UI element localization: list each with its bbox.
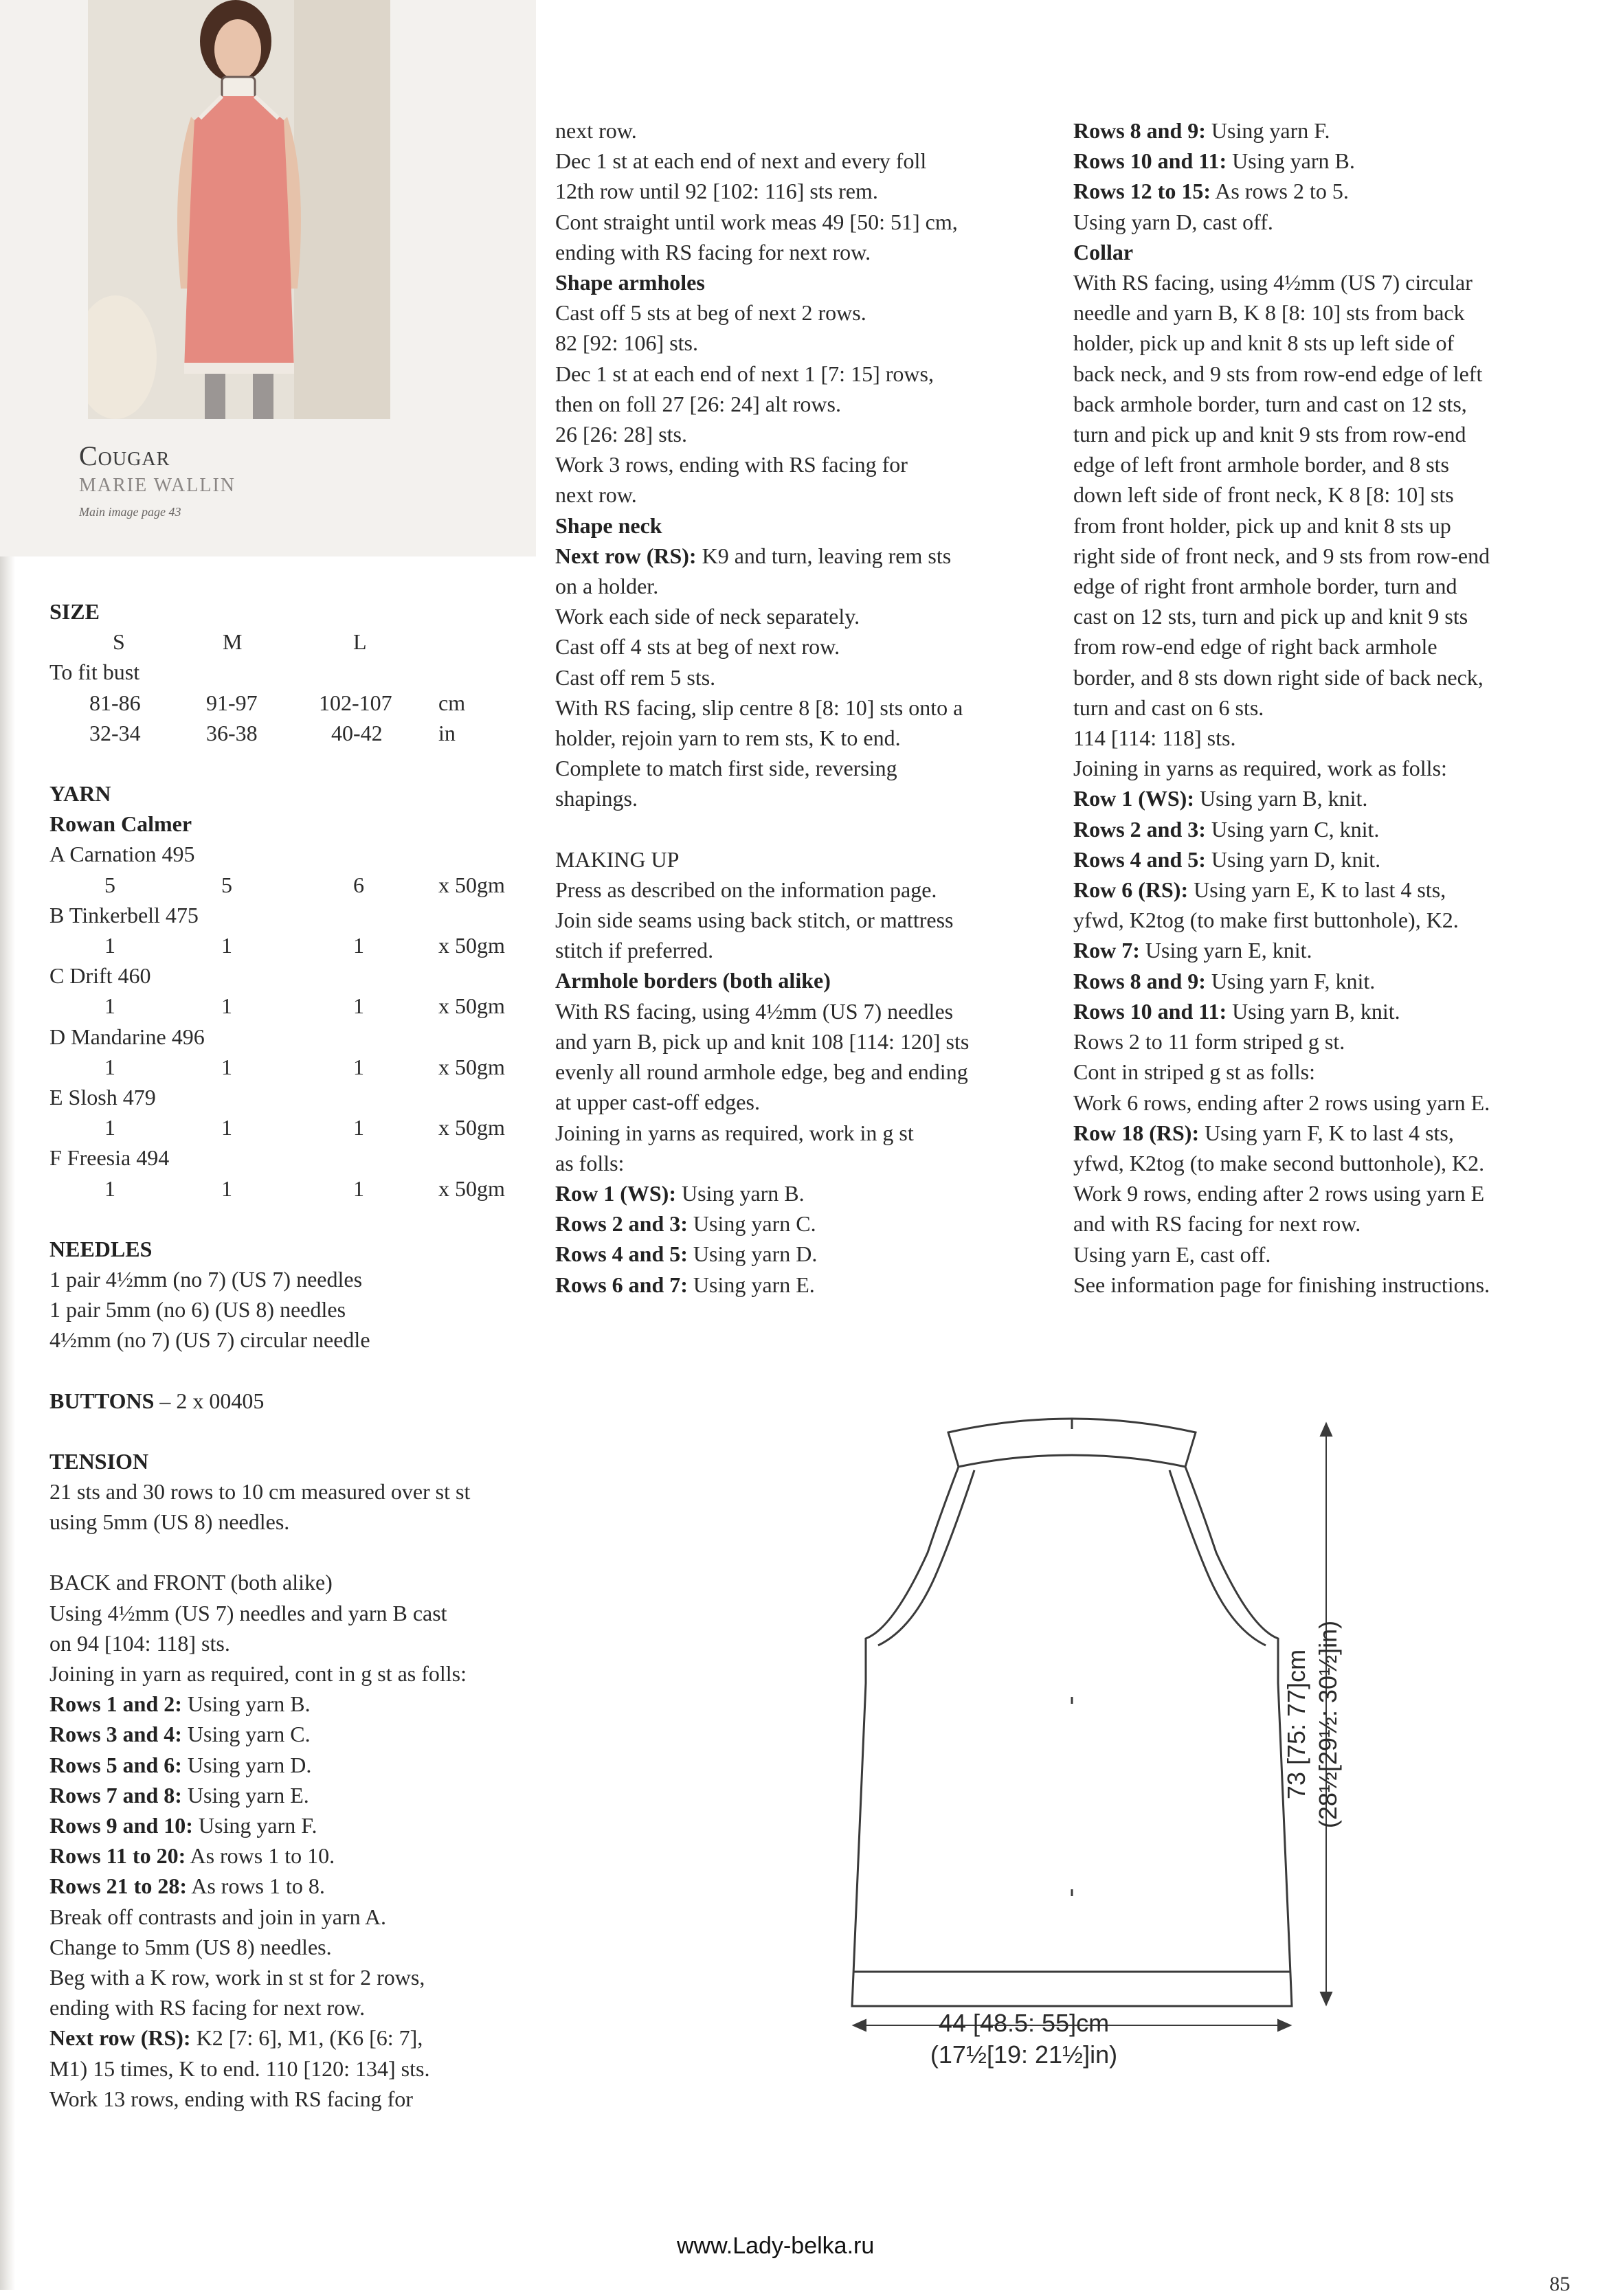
- instruction-line: With RS facing, slip centre 8 [8: 10] sts onto a: [555, 695, 963, 720]
- instruction-line: Rows 21 to 28: As rows 1 to 8.: [49, 1873, 325, 1899]
- instruction-line: Cont straight until work meas 49 [50: 51] cm,: [555, 209, 958, 234]
- yarn-quantity-row: 1 1 1 x 50gm: [104, 993, 505, 1019]
- instruction-line: Rows 2 to 11 form striped g st.: [1073, 1029, 1345, 1055]
- instruction-line: holder, pick up and knit 8 sts up left side of: [1073, 330, 1455, 356]
- needle-line: 1 pair 5mm (no 6) (US 8) needles: [49, 1297, 346, 1323]
- instruction-line: Rows 12 to 15: As rows 2 to 5.: [1073, 179, 1349, 204]
- instruction-line: Rows 9 and 10: Using yarn F.: [49, 1812, 317, 1838]
- instruction-line: at upper cast-off edges.: [555, 1090, 760, 1115]
- size-row-cm: 81-86 91-97 102-107 cm: [89, 690, 466, 715]
- yarn-colour-name: F Freesia 494: [49, 1145, 170, 1171]
- buttons-line: BUTTONS – 2 x 00405: [49, 1388, 265, 1413]
- size-row-in: 32-34 36-38 40-42 in: [89, 720, 456, 745]
- instruction-line: Work 9 rows, ending after 2 rows using yarn E: [1073, 1181, 1485, 1206]
- right-column: [1073, 115, 1490, 1300]
- instruction-line: Row 6 (RS): Using yarn E, K to last 4 sts,: [1073, 877, 1446, 903]
- instruction-line: Using 4½mm (US 7) needles and yarn B cast: [49, 1600, 447, 1625]
- size-label-l: L: [353, 629, 367, 655]
- instruction-line: yfwd, K2tog (to make second buttonhole), K2.: [1073, 1150, 1485, 1175]
- instruction-line: border, and 8 sts down right side of back neck,: [1073, 664, 1484, 690]
- instruction-line: Joining in yarn as required, cont in g st as folls:: [49, 1661, 467, 1686]
- instruction-line: With RS facing, using 4½mm (US 7) circular: [1073, 270, 1473, 295]
- tension-line: using 5mm (US 8) needles.: [49, 1509, 290, 1535]
- instruction-line: Work 13 rows, ending with RS facing for: [49, 2086, 413, 2111]
- instruction-line: Cont in striped g st as folls:: [1073, 1059, 1315, 1085]
- height-cm: 73 [75: 77]cm: [1282, 1649, 1310, 1800]
- fit-label: To fit bust: [49, 660, 140, 685]
- yarn-quantity-row: 1 1 1 x 50gm: [104, 1054, 505, 1079]
- garment-schematic: [790, 1408, 1354, 2082]
- footer-url: www.Lady-belka.ru: [677, 2233, 875, 2259]
- instruction-line: Rows 4 and 5: Using yarn D, knit.: [1073, 846, 1381, 872]
- instruction-line: 12th row until 92 [102: 116] sts rem.: [555, 179, 878, 204]
- instruction-line: Rows 7 and 8: Using yarn E.: [49, 1782, 309, 1808]
- needle-line: 1 pair 4½mm (no 7) (US 7) needles: [49, 1266, 363, 1292]
- yarn-colour-name: B Tinkerbell 475: [49, 902, 199, 927]
- instruction-line: See information page for finishing instructions.: [1073, 1272, 1490, 1297]
- needles-heading: NEEDLES: [49, 1236, 153, 1261]
- instruction-line: holder, rejoin yarn to rem sts, K to end.: [555, 725, 901, 751]
- instruction-line: Rows 5 and 6: Using yarn D.: [49, 1752, 312, 1777]
- width-dimension: [845, 2007, 1202, 2071]
- instruction-line: stitch if preferred.: [555, 938, 714, 963]
- instruction-line: Rows 8 and 9: Using yarn F, knit.: [1073, 968, 1376, 993]
- instruction-line: and with RS facing for next row.: [1073, 1211, 1361, 1237]
- yarn-colour-name: E Slosh 479: [49, 1084, 156, 1110]
- width-in: (17½[19: 21½]in): [930, 2040, 1118, 2069]
- instruction-line: back armhole border, turn and cast on 12 sts,: [1073, 391, 1467, 416]
- instruction-line: edge of right front armhole border, turn and: [1073, 574, 1457, 599]
- instruction-line: Rows 1 and 2: Using yarn B.: [49, 1691, 311, 1717]
- instruction-line: MAKING UP: [555, 846, 680, 872]
- instruction-line: BACK and FRONT (both alike): [49, 1570, 333, 1595]
- instruction-line: turn and pick up and knit 9 sts from row-end: [1073, 422, 1466, 447]
- yarn-heading: YARN: [49, 780, 111, 806]
- instruction-line: Rows 3 and 4: Using yarn C.: [49, 1722, 311, 1747]
- instruction-line: Rows 8 and 9: Using yarn F.: [1073, 118, 1330, 143]
- yarn-colour-name: C Drift 460: [49, 963, 151, 989]
- instruction-line: Cast off 5 sts at beg of next 2 rows.: [555, 300, 866, 326]
- instruction-line: Row 18 (RS): Using yarn F, K to last 4 sts,: [1073, 1120, 1454, 1145]
- width-cm: 44 [48.5: 55]cm: [938, 2009, 1110, 2037]
- instruction-line: Rows 2 and 3: Using yarn C.: [555, 1211, 816, 1237]
- instruction-line: Next row (RS): K9 and turn, leaving rem sts: [555, 543, 952, 568]
- instruction-line: Rows 11 to 20: As rows 1 to 10.: [49, 1843, 335, 1869]
- instruction-line: and yarn B, pick up and knit 108 [114: 120] sts: [555, 1028, 970, 1054]
- instruction-line: Rows 6 and 7: Using yarn E.: [555, 1272, 815, 1297]
- instruction-line: cast on 12 sts, turn and pick up and knit 9 sts: [1073, 604, 1468, 629]
- instruction-line: from front holder, pick up and knit 8 sts up: [1073, 513, 1451, 538]
- size-label-m: M: [223, 629, 243, 655]
- pattern-title: Cougar: [79, 440, 170, 471]
- instruction-line: M1) 15 times, K to end. 110 [120: 134] sts.: [49, 2056, 430, 2081]
- instruction-line: Rows 2 and 3: Using yarn C, knit.: [1073, 816, 1380, 842]
- instruction-line: Armhole borders (both alike): [555, 968, 831, 993]
- size-label-s: S: [113, 629, 125, 655]
- instruction-line: Row 1 (WS): Using yarn B, knit.: [1073, 786, 1368, 811]
- left-column: [49, 596, 530, 2114]
- instruction-line: Joining in yarns as required, work in g st: [555, 1120, 914, 1145]
- yarn-quantity-row: 1 1 1 x 50gm: [104, 1115, 505, 1140]
- instruction-line: Complete to match first side, reversing: [555, 756, 897, 781]
- instruction-line: as folls:: [555, 1150, 625, 1175]
- instruction-line: Change to 5mm (US 8) needles.: [49, 1934, 332, 1959]
- instruction-line: down left side of front neck, K 8 [8: 10] sts: [1073, 482, 1454, 508]
- instruction-line: Row 7: Using yarn E, knit.: [1073, 938, 1312, 963]
- needle-line: 4½mm (no 7) (US 7) circular needle: [49, 1327, 370, 1353]
- instruction-line: from row-end edge of right back armhole: [1073, 634, 1437, 660]
- size-labels: [49, 627, 530, 657]
- instruction-line: Using yarn E, cast off.: [1073, 1241, 1271, 1267]
- instruction-line: Rows 10 and 11: Using yarn B.: [1073, 148, 1355, 174]
- instruction-line: on a holder.: [555, 574, 659, 599]
- designer-name: MARIE WALLIN: [79, 475, 236, 496]
- yarn-quantity-row: 1 1 1 x 50gm: [104, 932, 505, 958]
- instruction-line: Rows 4 and 5: Using yarn D.: [555, 1241, 818, 1267]
- instruction-line: Using yarn D, cast off.: [1073, 209, 1273, 234]
- instruction-line: evenly all round armhole edge, beg and ending: [555, 1059, 968, 1085]
- height-dimension: [1282, 1587, 1342, 1862]
- yarn-quantity-row: 5 5 6 x 50gm: [104, 872, 505, 897]
- instruction-line: turn and cast on 6 sts.: [1073, 695, 1264, 720]
- instruction-line: needle and yarn B, K 8 [8: 10] sts from back: [1073, 300, 1465, 326]
- yarn-list: [49, 839, 530, 1203]
- instruction-line: Collar: [1073, 239, 1134, 265]
- page-number: 85: [1549, 2273, 1570, 2295]
- instruction-line: Dec 1 st at each end of next 1 [7: 15] rows,: [555, 361, 934, 386]
- middle-column: [555, 115, 969, 1300]
- instruction-line: ending with RS facing for next row.: [49, 1995, 366, 2021]
- instruction-line: Cast off 4 sts at beg of next row.: [555, 634, 840, 660]
- tension-line: 21 sts and 30 rows to 10 cm measured over st st: [49, 1478, 471, 1504]
- instruction-line: 26 [26: 28] sts.: [555, 422, 687, 447]
- instruction-line: 82 [92: 106] sts.: [555, 330, 698, 356]
- instruction-line: Beg with a K row, work in st st for 2 rows,: [49, 1964, 425, 1990]
- instruction-line: back neck, and 9 sts from row-end edge of left: [1073, 361, 1483, 386]
- instruction-line: next row.: [555, 118, 637, 143]
- tension-heading: TENSION: [49, 1448, 149, 1474]
- instruction-line: Work 3 rows, ending with RS facing for: [555, 452, 908, 477]
- instruction-line: next row.: [555, 482, 637, 508]
- instruction-line: Row 1 (WS): Using yarn B.: [555, 1180, 805, 1206]
- instruction-line: Break off contrasts and join in yarn A.: [49, 1904, 386, 1929]
- instruction-line: Join side seams using back stitch, or mattress: [555, 908, 954, 933]
- instruction-line: ending with RS facing for next row.: [555, 239, 871, 265]
- main-image-note: Main image page 43: [79, 505, 181, 519]
- instruction-line: shapings.: [555, 786, 638, 811]
- back-front-instructions: [49, 1567, 530, 2114]
- instruction-line: Next row (RS): K2 [7: 6], M1, (K6 [6: 7],: [49, 2025, 423, 2051]
- yarn-quantity-row: 1 1 1 x 50gm: [104, 1175, 505, 1201]
- instruction-line: With RS facing, using 4½mm (US 7) needles: [555, 998, 954, 1024]
- instruction-line: then on foll 27 [26: 24] alt rows.: [555, 391, 841, 416]
- instruction-line: Joining in yarns as required, work as folls:: [1073, 756, 1447, 781]
- instruction-line: edge of left front armhole border, and 8 sts: [1073, 452, 1449, 477]
- height-in: (28½[29½: 30½]in): [1314, 1620, 1342, 1829]
- instruction-line: Work 6 rows, ending after 2 rows using yarn E.: [1073, 1090, 1490, 1115]
- instruction-line: Work each side of neck separately.: [555, 604, 860, 629]
- instruction-line: Shape neck: [555, 513, 662, 538]
- instruction-line: Cast off rem 5 sts.: [555, 664, 716, 690]
- instruction-line: yfwd, K2tog (to make first buttonhole), K2.: [1073, 908, 1459, 933]
- instruction-line: Press as described on the information page.: [555, 877, 937, 902]
- instruction-line: right side of front neck, and 9 sts from row-end: [1073, 543, 1490, 568]
- yarn-colour-name: A Carnation 495: [49, 842, 195, 867]
- size-heading: SIZE: [49, 599, 100, 624]
- yarn-colour-name: D Mandarine 496: [49, 1024, 205, 1049]
- yarn-brand: Rowan Calmer: [49, 811, 192, 837]
- instruction-line: on 94 [104: 118] sts.: [49, 1630, 230, 1656]
- instruction-line: Shape armholes: [555, 270, 705, 295]
- instruction-line: 114 [114: 118] sts.: [1073, 725, 1236, 751]
- model-photo: [88, 0, 390, 419]
- instruction-line: Dec 1 st at each end of next and every foll: [555, 148, 927, 174]
- instruction-line: Rows 10 and 11: Using yarn B, knit.: [1073, 998, 1400, 1024]
